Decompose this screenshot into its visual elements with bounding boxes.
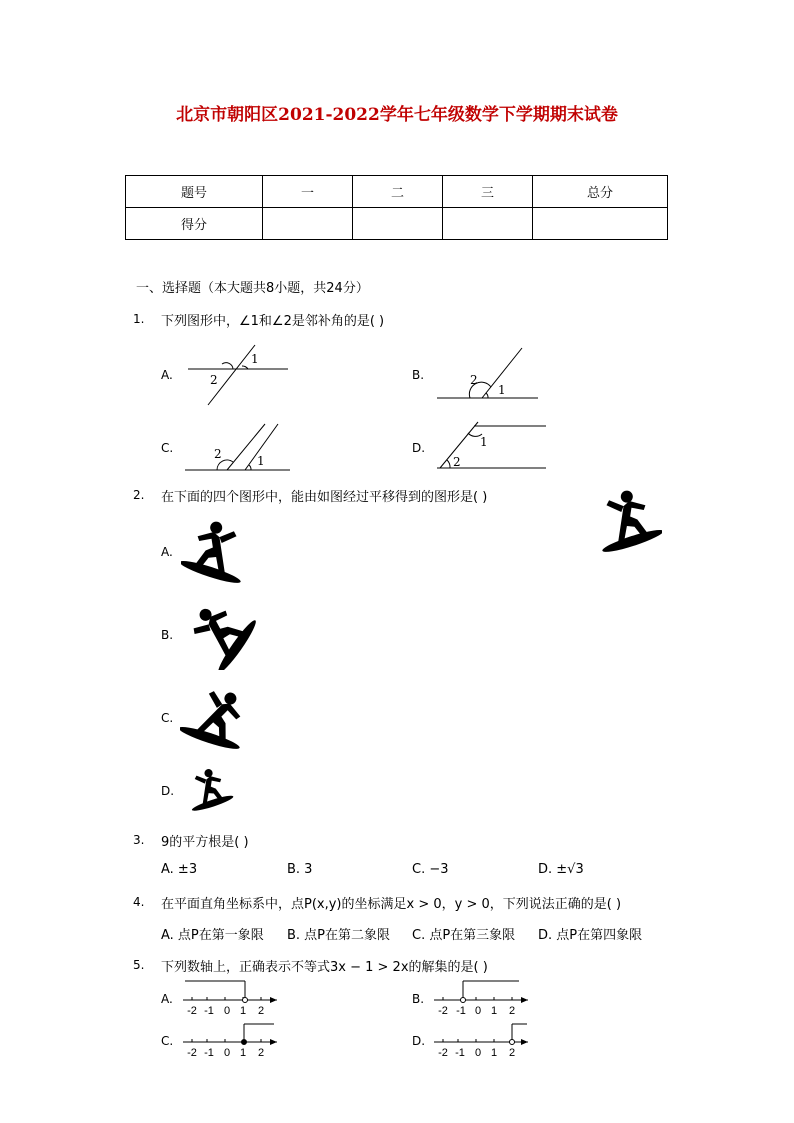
option-label: A. <box>161 368 173 382</box>
question-text: 9的平方根是( ) <box>161 835 249 850</box>
choice-d[interactable]: D. ±√3 <box>538 862 584 877</box>
reference-snowboarder-icon <box>590 486 662 554</box>
angle-figure-a <box>180 340 295 410</box>
angle-label: 2 <box>214 447 222 461</box>
tick-label: -1 <box>456 1005 466 1017</box>
tick-label: -2 <box>187 1047 197 1059</box>
option-label: A. <box>161 992 173 1006</box>
header-cell: 一 <box>263 176 353 208</box>
option-label: A. <box>161 545 173 559</box>
angle-figure-d <box>432 418 550 475</box>
score-cell[interactable] <box>533 208 668 240</box>
tick-label: -1 <box>455 1047 465 1059</box>
snowboarder-icon-b <box>179 598 259 670</box>
angle-label: 2 <box>453 455 461 469</box>
score-table <box>125 175 668 240</box>
score-table-header-row <box>126 176 668 208</box>
header-cell: 二 <box>353 176 443 208</box>
angle-label: 2 <box>470 373 478 387</box>
tick-label: -2 <box>438 1047 448 1059</box>
question-number: 4. <box>133 895 145 909</box>
tick-label: 0 <box>223 1047 231 1059</box>
section-heading: 一、选择题（本大题共8小题，共24分） <box>136 281 369 296</box>
choice-d[interactable]: D. 点P在第四象限 <box>538 928 643 943</box>
angle-label: 1 <box>480 435 488 449</box>
snowboarder-icon-d <box>182 764 234 814</box>
tick-label: 0 <box>223 1005 231 1017</box>
question-text: 在下面的四个图形中，能由如图经过平移得到的图形是( ) <box>161 490 488 505</box>
choice-a[interactable]: A. 点P在第一象限 <box>161 928 264 943</box>
option-label: C. <box>161 711 174 725</box>
header-cell: 题号 <box>126 176 263 208</box>
option-label: B. <box>161 628 174 642</box>
tick-label: -1 <box>204 1005 214 1017</box>
option-label: C. <box>161 1034 174 1048</box>
tick-label: 2 <box>508 1005 516 1017</box>
angle-label: 1 <box>251 352 259 366</box>
angle-label: 2 <box>210 373 218 387</box>
option-label: D. <box>412 441 426 455</box>
tick-label: 0 <box>474 1005 482 1017</box>
tick-label: 1 <box>490 1047 498 1059</box>
page-title: 北京市朝阳区2021-2022学年七年级数学下学期期末试卷 <box>176 105 618 125</box>
tick-label: 2 <box>257 1005 265 1017</box>
choice-a[interactable]: A. ±3 <box>161 862 198 877</box>
angle-figure-b <box>432 343 547 405</box>
option-label: D. <box>412 1034 426 1048</box>
tick-label: 0 <box>474 1047 482 1059</box>
choice-b[interactable]: B. 3 <box>287 862 313 877</box>
choice-c[interactable]: C. −3 <box>412 862 449 877</box>
snowboarder-icon-c <box>180 682 252 752</box>
number-line-c <box>180 1020 280 1060</box>
tick-label: 1 <box>239 1047 247 1059</box>
header-cell: 三 <box>443 176 533 208</box>
row-label-cell: 得分 <box>126 208 263 240</box>
option-label: B. <box>412 992 425 1006</box>
tick-label: 2 <box>508 1047 516 1059</box>
score-cell[interactable] <box>353 208 443 240</box>
question-number: 1. <box>133 312 145 326</box>
tick-label: -1 <box>204 1047 214 1059</box>
header-cell: 总分 <box>533 176 668 208</box>
score-table-row <box>126 208 668 240</box>
angle-label: 1 <box>498 383 506 397</box>
choice-c[interactable]: C. 点P在第三象限 <box>412 928 516 943</box>
question-text: 下列图形中，∠1和∠2是邻补角的是( ) <box>161 314 385 329</box>
angle-figure-c <box>180 420 295 475</box>
question-text: 在平面直角坐标系中，点P(x,y)的坐标满足x > 0，y > 0，下列说法正确的是( ) <box>161 897 622 912</box>
score-cell[interactable] <box>443 208 533 240</box>
choice-b[interactable]: B. 点P在第二象限 <box>287 928 391 943</box>
tick-label: -2 <box>187 1005 197 1017</box>
question-number: 3. <box>133 833 145 847</box>
option-label: C. <box>161 441 174 455</box>
score-cell[interactable] <box>263 208 353 240</box>
question-number: 5. <box>133 958 145 972</box>
tick-label: 2 <box>257 1047 265 1059</box>
tick-label: -2 <box>438 1005 448 1017</box>
question-text: 下列数轴上，正确表示不等式3x − 1 > 2x的解集的是( ) <box>161 960 488 975</box>
number-line-d <box>431 1020 531 1060</box>
option-label: D. <box>161 784 175 798</box>
angle-label: 1 <box>257 454 265 468</box>
number-line-a <box>180 978 280 1018</box>
option-label: B. <box>412 368 425 382</box>
tick-label: 1 <box>239 1005 247 1017</box>
number-line-b <box>431 978 531 1018</box>
snowboarder-icon-a <box>181 515 253 587</box>
question-number: 2. <box>133 488 145 502</box>
tick-label: 1 <box>490 1005 498 1017</box>
